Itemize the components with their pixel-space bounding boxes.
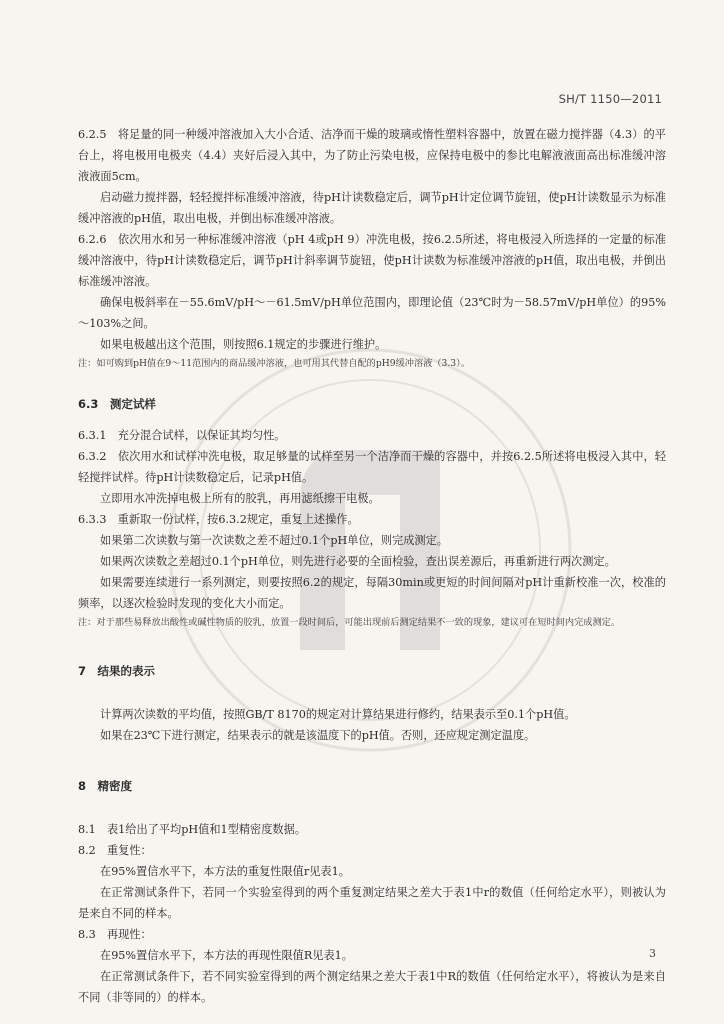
note: 注：如可购到pH值在9～11范围内的商品缓冲溶液，也可用其代替自配的pH9缓冲溶液（3.3）。 [78,358,470,369]
paragraph: 在正常测试条件下，若同一个实验室得到的两个重复测定结果之差大于表1中r的数值（任何给定水平），则被认为是来自不同的样本。 [78,886,666,920]
paragraph: 在正常测试条件下，若不同实验室得到的两个测定结果之差大于表1中R的数值（任何给定水平），将被认为是来自不同（非等同的）的样本。 [78,970,666,1004]
paragraph: 6.3.3 重新取一份试样，按6.3.2规定，重复上述操作。 [78,513,359,526]
paragraph: 在95%置信水平下，本方法的再现性限值R见表1。 [100,949,353,962]
spacer [78,746,666,776]
spacer [78,415,666,425]
paragraph: 6.3.1 充分混合试样，以保证其均匀性。 [78,429,286,442]
paragraph: 确保电极斜率在－55.6mV/pH～－61.5mV/pH单位范围内，即理论值（23℃时为－58.57mV/pH单位）的95%～103%之间。 [78,296,666,330]
paragraph: 8.1 表1给出了平均pH值和1型精密度数据。 [78,823,306,836]
paragraph: 如果需要连续进行一系列测定，则要按照6.2的规定，每隔30min或更短的时间间隔对pH计重新校准一次，校准的频率，以逐次检验时发现的变化大小而定。 [78,576,666,610]
paragraph: 8.3 再现性： [78,928,152,941]
standard-code: SH/T 1150—2011 [558,92,662,106]
page-number: 3 [649,947,656,960]
section-heading: 6.3 测定试样 [78,397,156,411]
paragraph: 启动磁力搅拌器，轻轻搅拌标准缓冲溶液，待pH计读数稳定后，调节pH计定位调节旋钮，使pH计读数显示为标准缓冲溶液的pH值，取出电极，并倒出标准缓冲溶液。 [78,191,666,225]
paragraph: 如果两次读数之差超过0.1个pH单位，则先进行必要的全面检验，查出误差源后，再重新进行两次测定。 [100,555,616,568]
paragraph: 6.3.2 依次用水和试样冲洗电极，取足够量的试样至另一个洁净而干燥的容器中，并按6.2.5所述将电极浸入其中，轻轻搅拌试样。待pH计读数稳定后，记录pH值。 [78,450,666,484]
paragraph: 如果第二次读数与第一次读数之差不超过0.1个pH单位，则完成测定。 [100,534,448,547]
paragraph: 如果电极越出这个范围，则按照6.1规定的步骤进行维护。 [100,338,387,351]
spacer [78,631,666,661]
paragraph: 立即用水冲洗掉电极上所有的胶乳，再用滤纸擦干电极。 [100,492,380,505]
paragraph: 如果在23℃下进行测定，结果表示的就是该温度下的pH值。否则，还应规定测定温度。 [100,729,536,742]
paragraph: 8.2 重复性： [78,844,152,857]
spacer [78,797,666,819]
paragraph: 6.2.6 依次用水和另一种标准缓冲溶液（pH 4或pH 9）冲洗电极，按6.2.5所述，将电极浸入所选择的一定量的标准缓冲溶液中，待pH计读数稳定后，调节pH计斜率调节旋钮，使pH计读数为标准缓冲溶液的pH值，取出电极，并倒出标准缓冲溶液。 [78,233,666,288]
paragraph: 计算两次读数的平均值，按照GB/T 8170的规定对计算结果进行修约，结果表示至0.1个pH值。 [100,708,576,721]
section-heading: 7 结果的表示 [78,664,156,678]
spacer [78,372,666,394]
paragraph: 在95%置信水平下，本方法的重复性限值r见表1。 [100,865,350,878]
spacer [78,682,666,704]
paragraph: 6.2.5 将足量的同一种缓冲溶液加入大小合适、洁净而干燥的玻璃或惰性塑料容器中，放置在磁力搅拌器（4.3）的平台上，将电极用电极夹（4.4）夹好后浸入其中，为了防止污染电极，应保持电极中的参比电解液液面高出标准缓冲溶液液面5cm。 [78,128,666,183]
note: 注：对于那些易释放出酸性或碱性物质的胶乳，放置一段时间后，可能出现前后测定结果不一致的现象，建议可在短时间内完成测定。 [78,617,621,628]
section-heading: 8 精密度 [78,779,133,793]
document-body [78,124,666,1008]
